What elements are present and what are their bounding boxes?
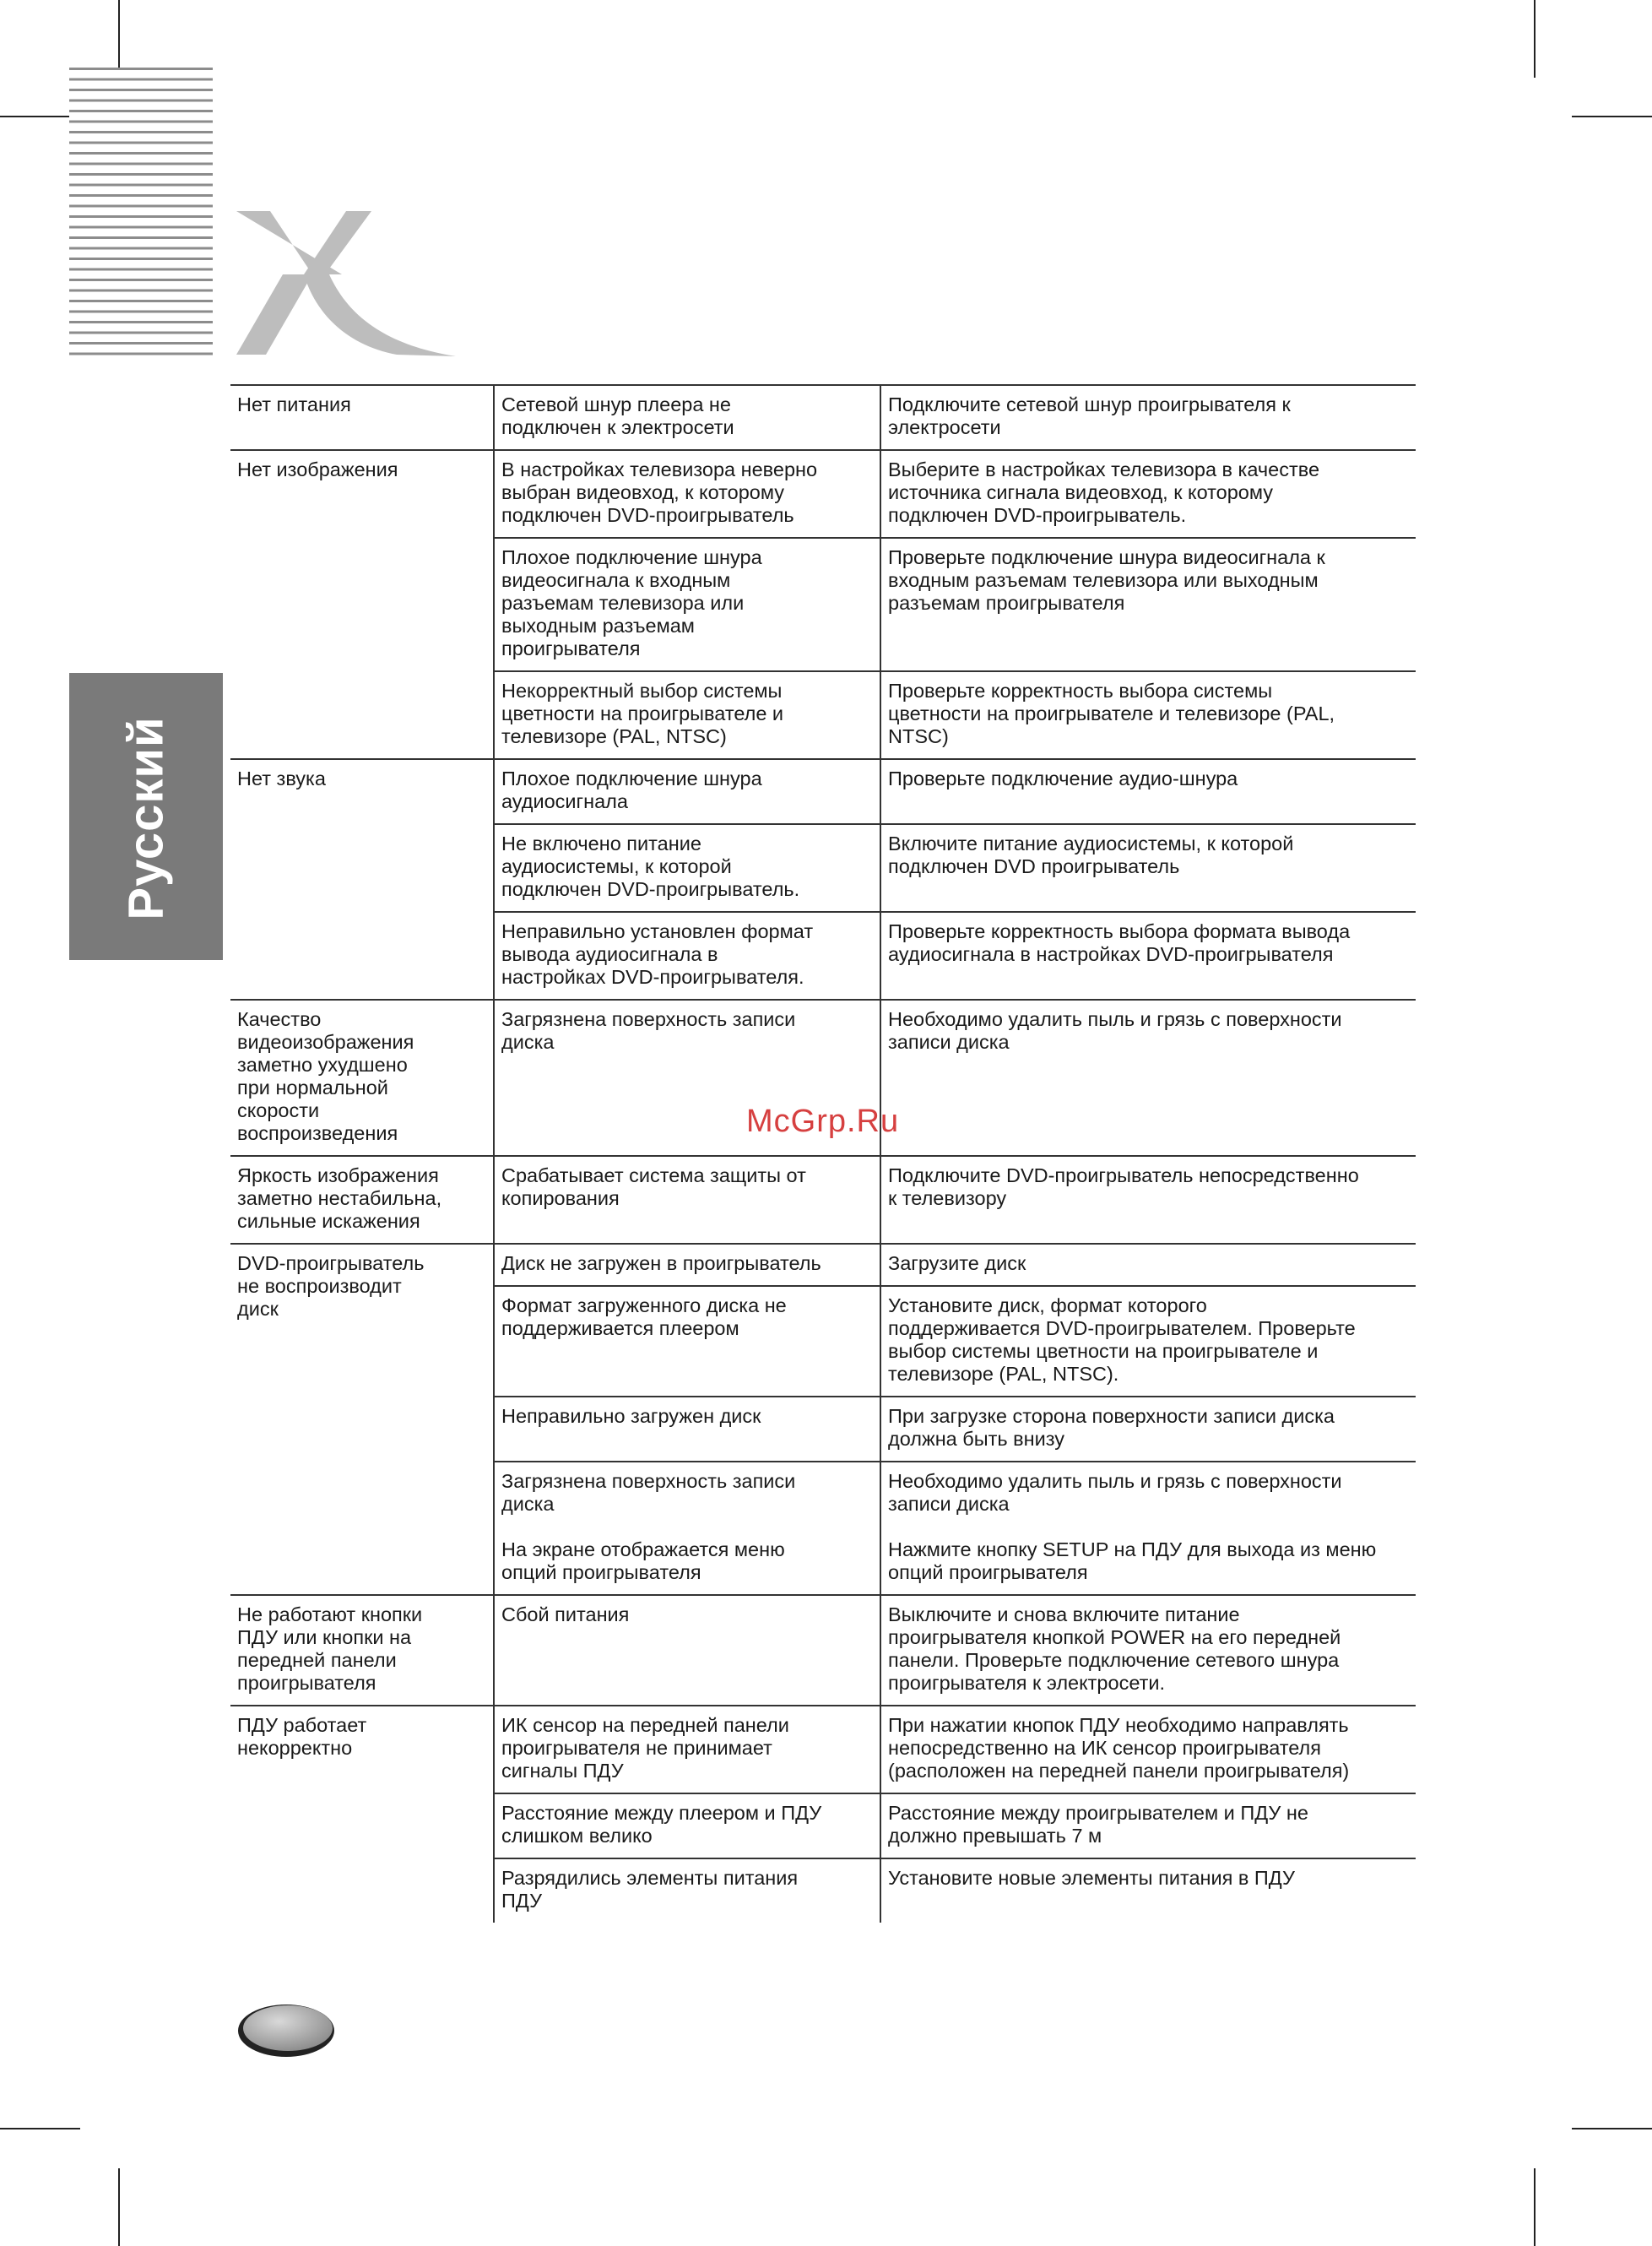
solution-cell xyxy=(880,538,1416,671)
cause-cell xyxy=(494,1706,880,1793)
text-line: аудиосигнала в настройках DVD-проигрывателя xyxy=(888,943,1334,965)
crop-mark xyxy=(1534,0,1536,78)
text-line: Загрязнена поверхность записи xyxy=(501,1008,796,1030)
text-line: должна быть внизу xyxy=(888,1428,1065,1450)
table-row xyxy=(230,385,1416,450)
table-row xyxy=(230,450,1416,538)
solution-cell xyxy=(880,1156,1416,1244)
crop-mark xyxy=(1572,116,1652,117)
text-line: ПДУ работает xyxy=(237,1714,367,1736)
text-line: ИК сенсор на передней панели xyxy=(501,1714,789,1736)
watermark: McGrp.Ru xyxy=(746,1104,900,1139)
text-line: подключен DVD проигрыватель xyxy=(888,855,1180,877)
text-line: Не работают кнопки xyxy=(237,1603,423,1625)
text-line: Проверьте корректность выбора системы xyxy=(888,680,1273,702)
cause-cell xyxy=(494,1793,880,1858)
text-line: DVD-проигрыватель xyxy=(237,1252,425,1274)
table-row xyxy=(230,1244,1416,1286)
text-line: При нажатии кнопок ПДУ необходимо направлять xyxy=(888,1714,1349,1736)
text-line: проигрывателя кнопкой POWER на его передней xyxy=(888,1626,1341,1648)
text-line: Не включено питание xyxy=(501,833,701,854)
text-line: передней панели xyxy=(237,1649,397,1671)
text-line: проигрывателя xyxy=(237,1672,376,1694)
text-line: При загрузке сторона поверхности записи диска xyxy=(888,1405,1335,1427)
cause-cell xyxy=(494,671,880,759)
cause-cell xyxy=(494,1858,880,1923)
text-line: На экране отображается меню xyxy=(501,1538,785,1560)
solution-cell xyxy=(880,450,1416,538)
text-line: Загрузите диск xyxy=(888,1252,1026,1274)
solution-cell xyxy=(880,912,1416,1000)
text-line: цветности на проигрывателе и xyxy=(501,703,784,724)
text-line: подключен DVD-проигрыватель. xyxy=(501,878,800,900)
problem-cell xyxy=(230,1156,494,1244)
cause-cell xyxy=(494,912,880,1000)
text-line: панели. Проверьте подключение сетевого шнура xyxy=(888,1649,1340,1671)
cause-cell xyxy=(494,385,880,450)
text-line: диска xyxy=(501,1031,555,1053)
text-line: непосредственно на ИК сенсор проигрывателя xyxy=(888,1737,1321,1759)
text-line: В настройках телевизора неверно xyxy=(501,458,818,480)
crop-mark xyxy=(118,2168,120,2246)
text-line: Сетевой шнур плеера не xyxy=(501,393,731,415)
text-line: выходным разъемам xyxy=(501,615,695,637)
text-line: подключен DVD-проигрыватель xyxy=(501,504,794,526)
problem-cell xyxy=(230,1244,494,1595)
text-line: Подключите сетевой шнур проигрывателя к xyxy=(888,393,1291,415)
cause-cell xyxy=(494,1156,880,1244)
text-line: Формат загруженного диска не xyxy=(501,1294,787,1316)
text-line: Проверьте подключение аудио-шнура xyxy=(888,768,1238,789)
text-line: телевизоре (PAL, NTSC) xyxy=(501,725,727,747)
text-line: Установите диск, формат которого xyxy=(888,1294,1207,1316)
text-line: Выберите в настройках телевизора в качестве xyxy=(888,458,1320,480)
text-line: NTSC) xyxy=(888,725,949,747)
text-line: Срабатывает система защиты от xyxy=(501,1164,806,1186)
text-line: Плохое подключение шнура xyxy=(501,768,762,789)
text-line: электросети xyxy=(888,416,1001,438)
troubleshooting-table xyxy=(230,384,1416,1923)
text-line: сигналы ПДУ xyxy=(501,1760,624,1782)
text-line: Необходимо удалить пыль и грязь с поверхности xyxy=(888,1470,1342,1492)
table-row xyxy=(230,1595,1416,1706)
language-label: Русский xyxy=(118,716,174,920)
text-line: настройках DVD-проигрывателя. xyxy=(501,966,804,988)
text-line: опций проигрывателя xyxy=(888,1561,1088,1583)
text-line: Нет изображения xyxy=(237,458,398,480)
text-line: Разрядились элементы питания xyxy=(501,1867,799,1889)
text-line: к телевизору xyxy=(888,1187,1007,1209)
text-line: опций проигрывателя xyxy=(501,1561,701,1583)
solution-cell xyxy=(880,1397,1416,1462)
text-line xyxy=(501,1516,873,1538)
text-line: Выключите и снова включите питание xyxy=(888,1603,1240,1625)
decorative-stripes xyxy=(69,68,213,359)
text-line: не воспроизводит xyxy=(237,1275,402,1297)
text-line: входным разъемам телевизора или выходным xyxy=(888,569,1319,591)
solution-cell xyxy=(880,1286,1416,1397)
cause-cell xyxy=(494,759,880,824)
problem-cell xyxy=(230,450,494,759)
text-line: Нет питания xyxy=(237,393,351,415)
text-line: проигрывателя к электросети. xyxy=(888,1672,1166,1694)
solution-cell xyxy=(880,1000,1416,1156)
troubleshooting-table-body xyxy=(230,385,1416,1923)
text-line: Расстояние между плеером и ПДУ xyxy=(501,1802,822,1824)
text-line: Некорректный выбор системы xyxy=(501,680,783,702)
text-line: заметно нестабильна, xyxy=(237,1187,442,1209)
problem-cell xyxy=(230,759,494,1000)
cause-cell xyxy=(494,1595,880,1706)
text-line: Нажмите кнопку SETUP на ПДУ для выхода из меню xyxy=(888,1538,1377,1560)
text-line: копирования xyxy=(501,1187,620,1209)
problem-cell xyxy=(230,1595,494,1706)
solution-cell xyxy=(880,824,1416,912)
cause-cell xyxy=(494,1244,880,1286)
text-line: Проверьте корректность выбора формата вывода xyxy=(888,920,1351,942)
solution-cell xyxy=(880,759,1416,824)
language-tab xyxy=(69,673,223,960)
text-line: Нет звука xyxy=(237,768,326,789)
text-line: проигрывателя не принимает xyxy=(501,1737,772,1759)
text-line: диска xyxy=(501,1493,555,1515)
text-line: записи диска xyxy=(888,1031,1010,1053)
text-line: подключен DVD-проигрыватель. xyxy=(888,504,1187,526)
text-line xyxy=(888,1516,1409,1538)
text-line: аудиосистемы, к которой xyxy=(501,855,732,877)
solution-cell xyxy=(880,1858,1416,1923)
text-line: подключен к электросети xyxy=(501,416,734,438)
text-line: поддерживается плеером xyxy=(501,1317,739,1339)
text-line: Качество xyxy=(237,1008,322,1030)
crop-mark xyxy=(1534,2168,1536,2246)
text-line: диск xyxy=(237,1298,279,1320)
cause-cell xyxy=(494,538,880,671)
solution-cell xyxy=(880,385,1416,450)
text-line: Яркость изображения xyxy=(237,1164,439,1186)
crop-mark xyxy=(0,2128,80,2129)
text-line: разъемам проигрывателя xyxy=(888,592,1125,614)
text-line: Необходимо удалить пыль и грязь с поверхности xyxy=(888,1008,1342,1030)
text-line: при нормальной xyxy=(237,1077,388,1099)
cause-cell xyxy=(494,1397,880,1462)
text-line: ПДУ xyxy=(501,1890,542,1912)
text-line: видеосигнала к входным xyxy=(501,569,731,591)
text-line: скорости xyxy=(237,1099,320,1121)
text-line: аудиосигнала xyxy=(501,790,628,812)
brand-x-logo xyxy=(232,203,460,359)
text-line: Проверьте подключение шнура видеосигнала к xyxy=(888,546,1325,568)
crop-mark xyxy=(118,0,120,78)
text-line: (расположен на передней панели проигрывателя) xyxy=(888,1760,1350,1782)
cause-cell xyxy=(494,1462,880,1595)
text-line: Неправильно установлен формат xyxy=(501,920,814,942)
problem-cell xyxy=(230,1706,494,1923)
solution-cell xyxy=(880,1793,1416,1858)
table-row xyxy=(230,759,1416,824)
solution-cell xyxy=(880,1595,1416,1706)
text-line: вывода аудиосигнала в xyxy=(501,943,718,965)
text-line: Неправильно загружен диск xyxy=(501,1405,761,1427)
table-row xyxy=(230,1706,1416,1793)
text-line: разъемам телевизора или xyxy=(501,592,745,614)
page-number-oval xyxy=(236,2003,336,2059)
solution-cell xyxy=(880,1462,1416,1595)
problem-cell xyxy=(230,385,494,450)
text-line: Установите новые элементы питания в ПДУ xyxy=(888,1867,1295,1889)
problem-cell xyxy=(230,1000,494,1156)
text-line: записи диска xyxy=(888,1493,1010,1515)
text-line: должно превышать 7 м xyxy=(888,1825,1102,1847)
text-line: телевизоре (PAL, NTSC). xyxy=(888,1363,1119,1385)
text-line: Диск не загружен в проигрыватель xyxy=(501,1252,821,1274)
text-line: цветности на проигрывателе и телевизоре (PAL, xyxy=(888,703,1335,724)
text-line: источника сигнала видеовход, к которому xyxy=(888,481,1274,503)
text-line: проигрывателя xyxy=(501,637,641,659)
text-line: Загрязнена поверхность записи xyxy=(501,1470,796,1492)
text-line: поддерживается DVD-проигрывателем. Проверьте xyxy=(888,1317,1356,1339)
solution-cell xyxy=(880,1706,1416,1793)
text-line: заметно ухудшено xyxy=(237,1054,408,1076)
crop-mark xyxy=(0,116,80,117)
text-line: воспроизведения xyxy=(237,1122,398,1144)
cause-cell xyxy=(494,824,880,912)
text-line: Плохое подключение шнура xyxy=(501,546,762,568)
text-line: ПДУ или кнопки на xyxy=(237,1626,412,1648)
cause-cell xyxy=(494,450,880,538)
text-line: Сбой питания xyxy=(501,1603,630,1625)
table-row xyxy=(230,1156,1416,1244)
text-line: Подключите DVD-проигрыватель непосредственно xyxy=(888,1164,1359,1186)
text-line: выбор системы цветности на проигрывателе и xyxy=(888,1340,1319,1362)
text-line: сильные искажения xyxy=(237,1210,420,1232)
cause-cell xyxy=(494,1286,880,1397)
solution-cell xyxy=(880,671,1416,759)
text-line: некорректно xyxy=(237,1737,353,1759)
text-line: Включите питание аудиосистемы, к которой xyxy=(888,833,1294,854)
text-line: выбран видеовход, к которому xyxy=(501,481,785,503)
text-line: Расстояние между проигрывателем и ПДУ не xyxy=(888,1802,1308,1824)
text-line: видеоизображения xyxy=(237,1031,414,1053)
text-line: слишком велико xyxy=(501,1825,653,1847)
solution-cell xyxy=(880,1244,1416,1286)
crop-mark xyxy=(1572,2128,1652,2129)
